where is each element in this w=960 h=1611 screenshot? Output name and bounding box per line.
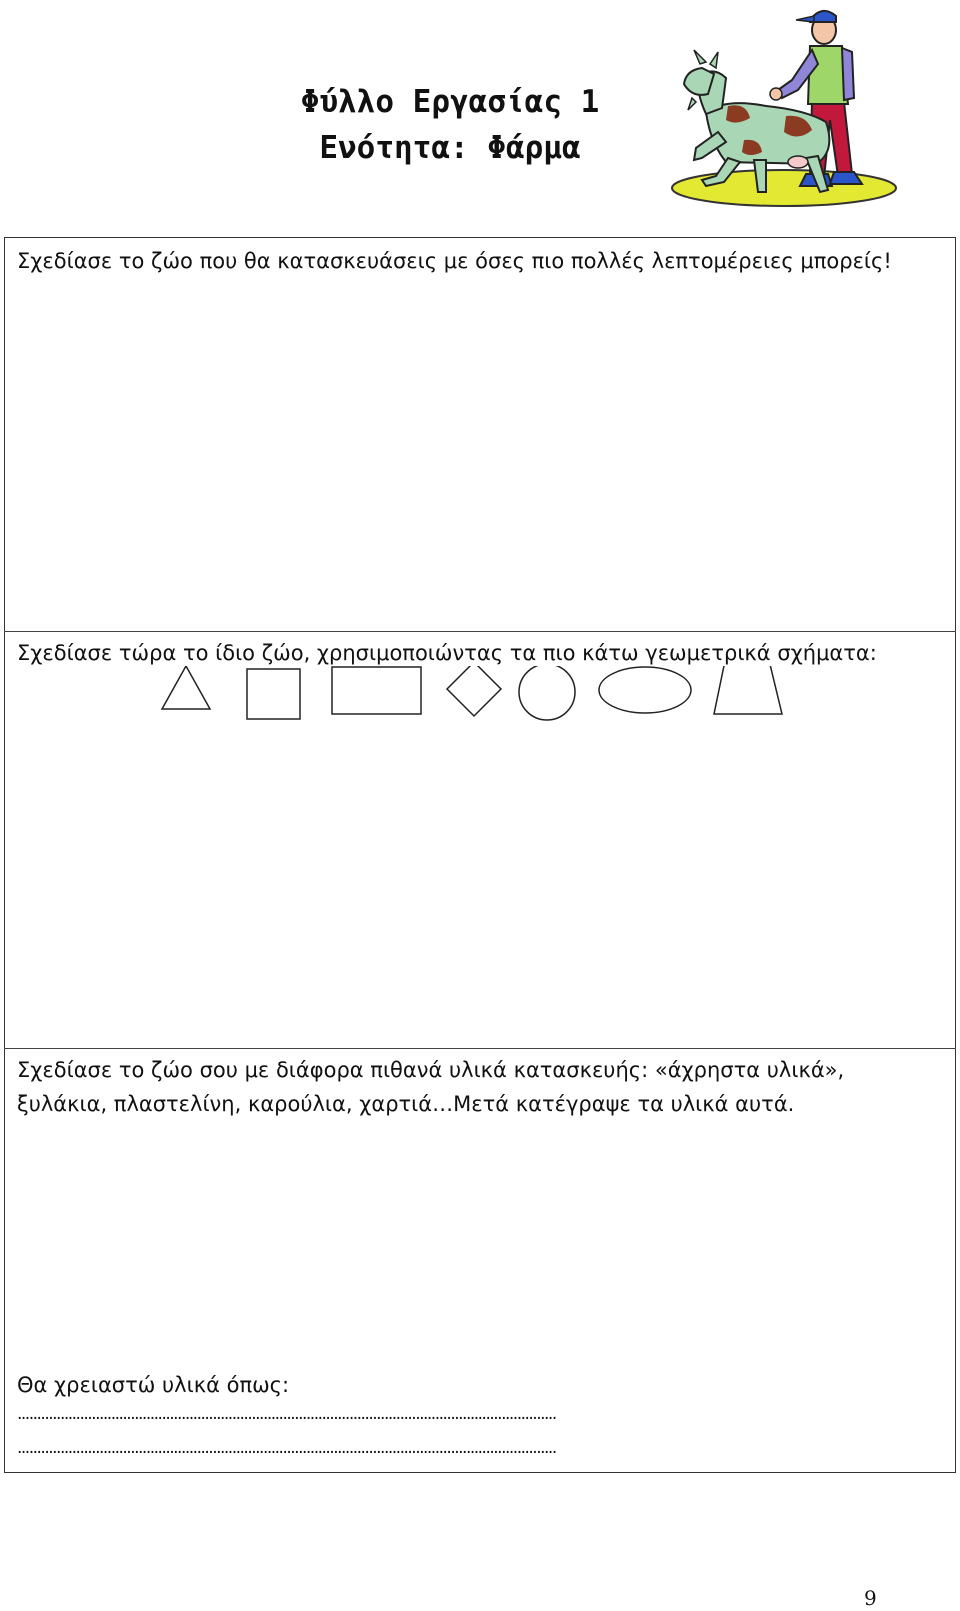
section1-instruction: Σχεδίασε το ζώο που θα κατασκευάσεις με όσες πιο πολλές λεπτομέρειες μπορείς! [17, 249, 892, 273]
section3-instruction-line2: ξυλάκια, πλαστελίνη, καρούλια, χαρτιά…Μετά κατέγραψε τα υλικά αυτά. [17, 1092, 795, 1116]
worksheet-frame [4, 237, 956, 1473]
section3-instruction-line1: Σχεδίασε το ζώο σου με διάφορα πιθανά υλικά κατασκευής: «άχρηστα υλικά», [17, 1058, 845, 1082]
materials-prompt: Θα χρειαστώ υλικά όπως: [17, 1373, 290, 1397]
farmer-with-goat-icon [666, 2, 906, 216]
trapezoid-icon [714, 666, 782, 714]
materials-answer-line[interactable]: .......................................................................................................................................... [17, 1438, 556, 1458]
materials-answer-line[interactable]: .......................................................................................................................................... [17, 1404, 556, 1424]
rectangle-icon [332, 667, 421, 714]
circle-icon [519, 666, 575, 720]
page-number: 9 [864, 1586, 877, 1610]
triangle-icon [162, 666, 210, 709]
section-divider [4, 1048, 956, 1049]
section2-instruction: Σχεδίασε τώρα το ίδιο ζώο, χρησιμοποιώντας τα πιο κάτω γεωμετρικά σχήματα: [17, 641, 877, 665]
worksheet-title: Φύλλο Εργασίας 1 [300, 84, 600, 120]
section-divider [4, 631, 956, 632]
ellipse-icon [599, 667, 691, 713]
geometric-shapes [150, 666, 820, 746]
rhombus-icon [447, 666, 501, 716]
unit-subtitle: Ενότητα: Φάρμα [319, 130, 581, 166]
square-icon [247, 669, 300, 719]
